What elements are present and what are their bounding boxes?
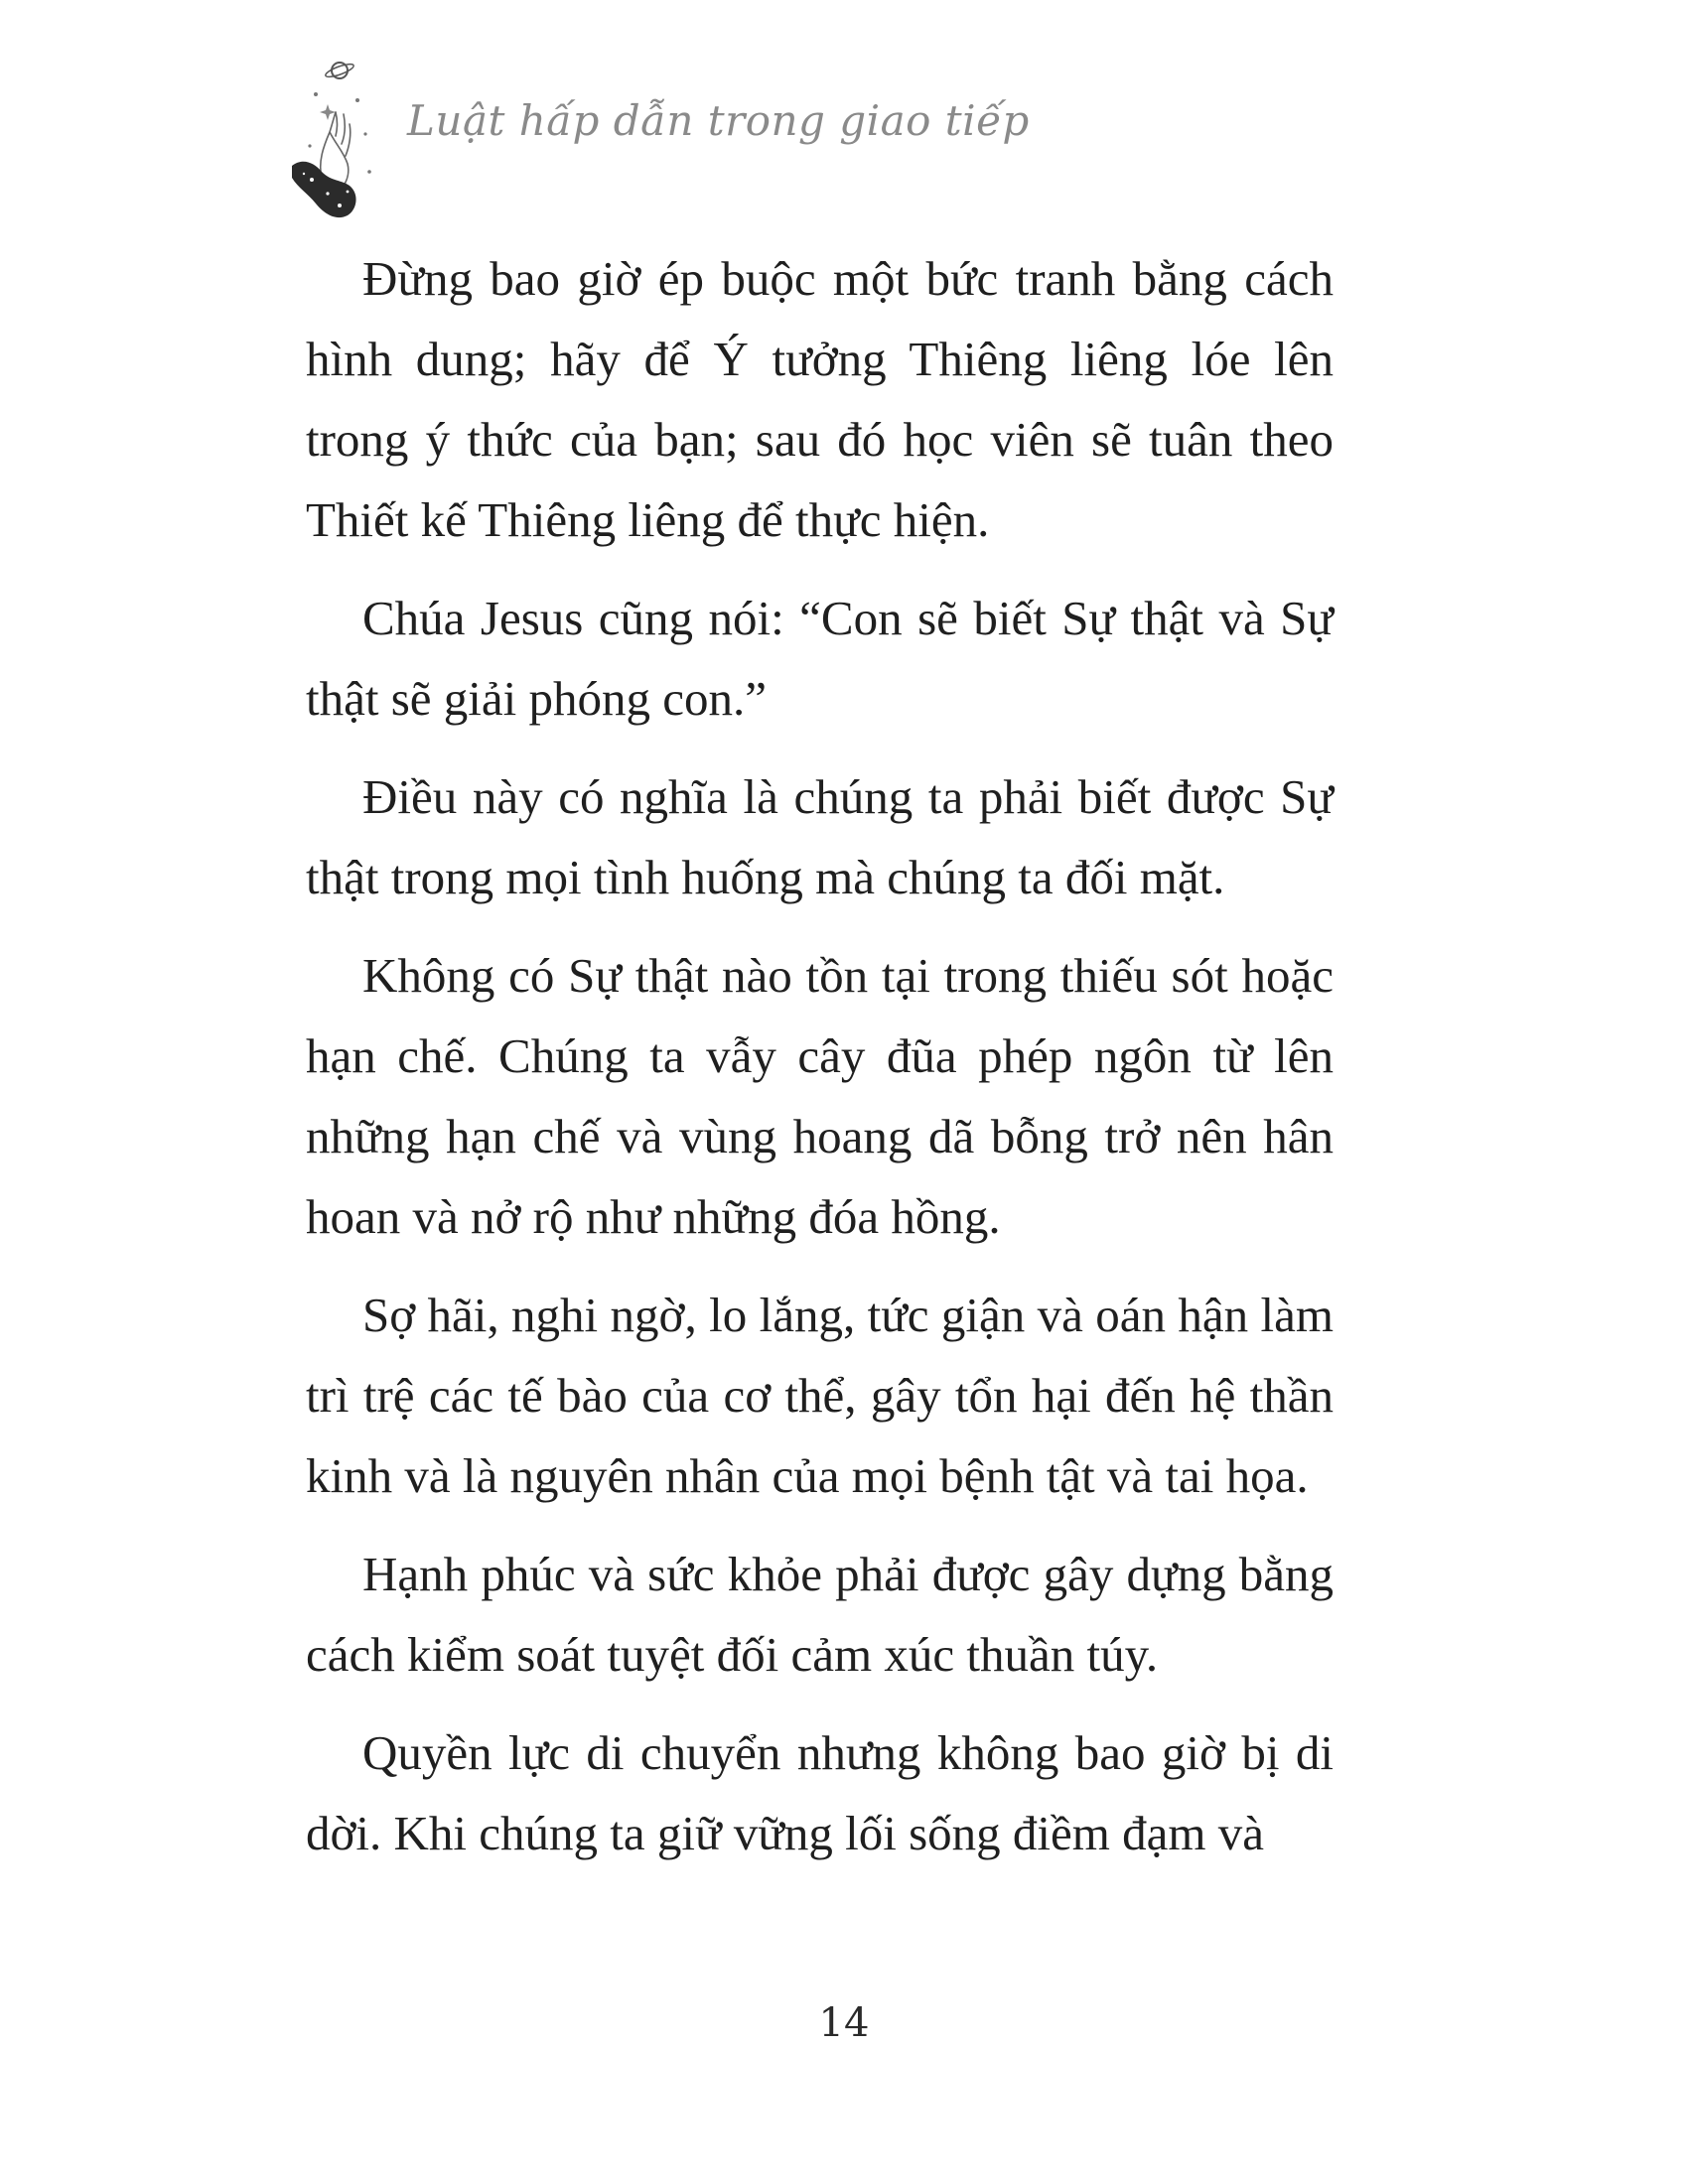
paragraph: Điều này có nghĩa là chúng ta phải biết được Sự thật trong mọi tình huống mà chúng ta đối mặt. bbox=[306, 769, 1334, 904]
paragraph: Sợ hãi, nghi ngờ, lo lắng, tức giận và oán hận làm trì trệ các tế bào của cơ thể, gây tổn hại đến hệ thần kinh và là nguyên nhân của mọi bệnh tật và tai họa. bbox=[306, 1288, 1334, 1503]
running-header bbox=[288, 55, 1030, 223]
page-number: 14 bbox=[818, 2000, 870, 2046]
running-header-title: Luật hấp dẫn trong giao tiếp bbox=[407, 96, 1030, 145]
body-text bbox=[306, 238, 1334, 1891]
paragraph: Không có Sự thật nào tồn tại trong thiếu sót hoặc hạn chế. Chúng ta vẫy cây đũa phép ngôn từ lên những hạn chế và vùng hoang dã bỗng trở nên hân hoan và nở rộ như những đóa hồng. bbox=[306, 948, 1334, 1244]
paragraph: Hạnh phúc và sức khỏe phải được gây dựng bằng cách kiểm soát tuyệt đối cảm xúc thuần túy. bbox=[306, 1547, 1334, 1682]
hand-holding-planet-icon bbox=[288, 55, 387, 223]
paragraph: Quyền lực di chuyển nhưng không bao giờ bị di dời. Khi chúng ta giữ vững lối sống điềm đạm và bbox=[306, 1725, 1334, 1860]
paragraph: Chúa Jesus cũng nói: “Con sẽ biết Sự thật và Sự thật sẽ giải phóng con.” bbox=[306, 591, 1334, 726]
paragraph: Đừng bao giờ ép buộc một bức tranh bằng cách hình dung; hãy để Ý tưởng Thiêng liêng lóe lên trong ý thức của bạn; sau đó học viên sẽ tuân theo Thiết kế Thiêng liêng để thực hiện. bbox=[306, 251, 1334, 547]
